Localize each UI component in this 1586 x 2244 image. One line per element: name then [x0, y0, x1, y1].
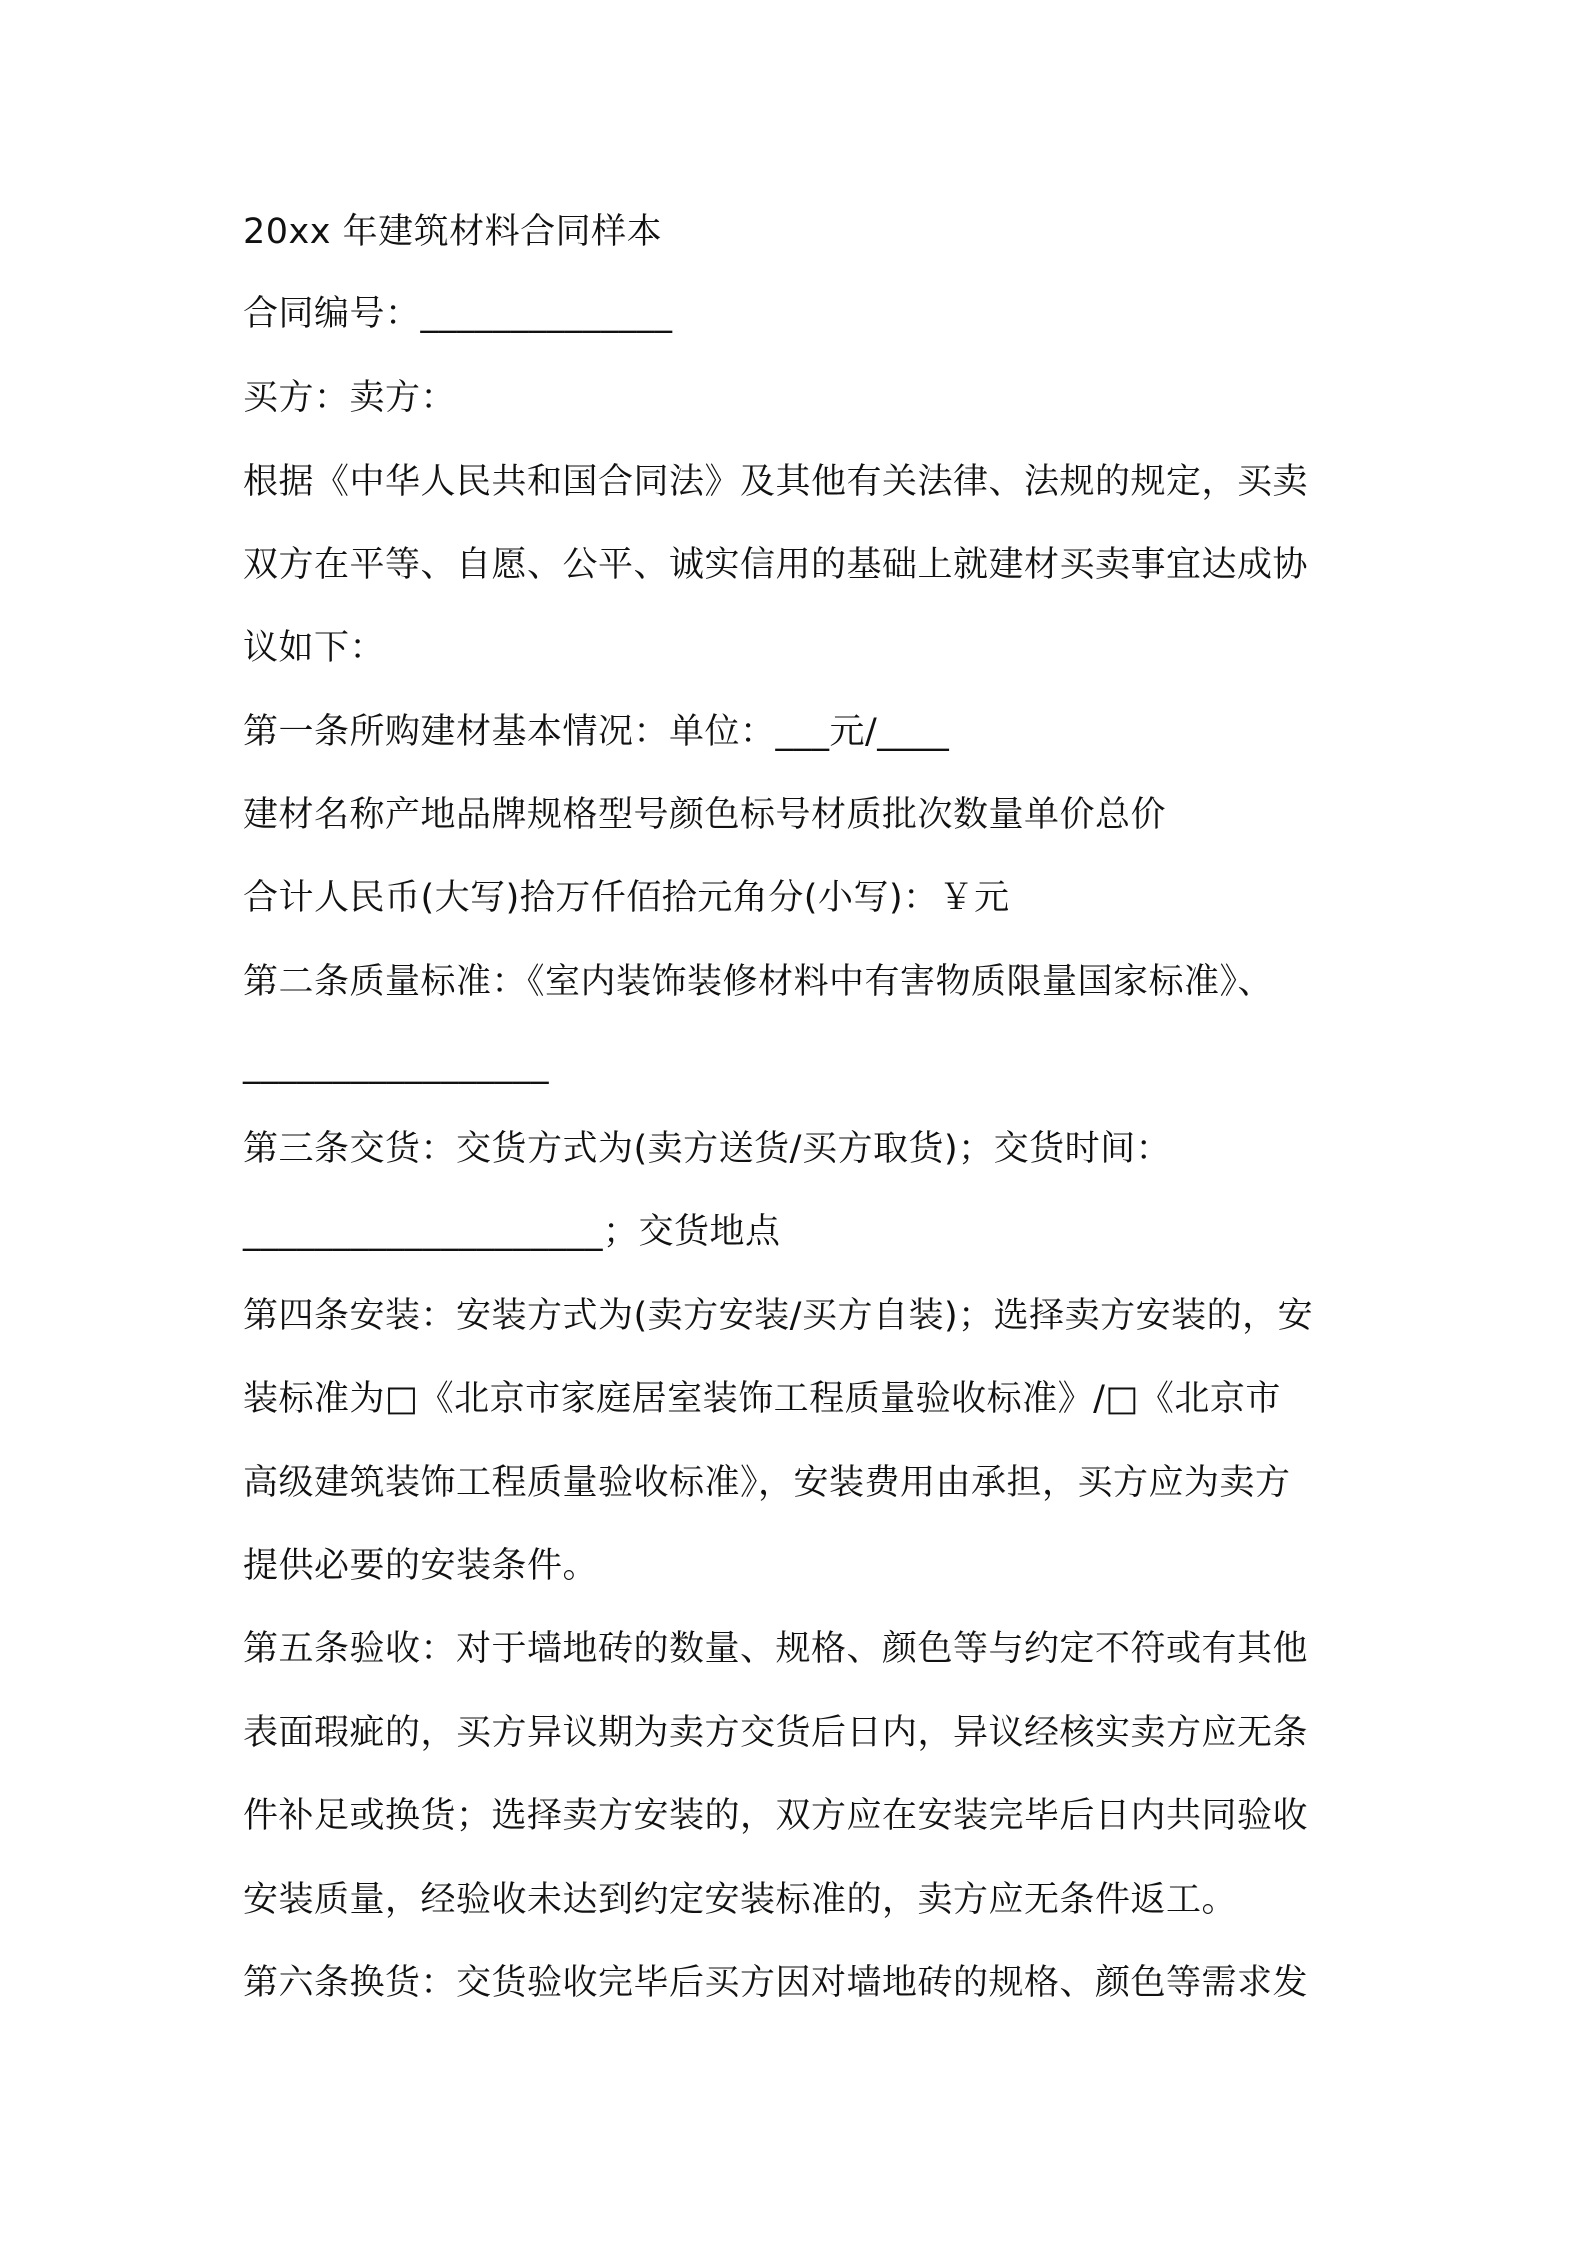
article-1-line-2: 建材名称产地品牌规格型号颜色标号材质批次数量单价总价 — [243, 795, 1167, 835]
preamble-line-2: 双方在平等、自愿、公平、诚实信用的基础上就建材买卖事宜达成协 — [243, 545, 1309, 585]
article-4-line-4: 提供必要的安装条件。 — [243, 1546, 599, 1586]
document-title: 20xx 年建筑材料合同样本 — [243, 212, 663, 252]
article-1-line-3: 合计人民币(大写)拾万仟佰拾元角分(小写)：￥元 — [243, 878, 1010, 918]
article-5-line-1: 第五条验收：对于墙地砖的数量、规格、颜色等与约定不符或有其他 — [243, 1629, 1309, 1669]
article-3-line-1: 第三条交货：交货方式为(卖方送货/买方取货)；交货时间： — [243, 1129, 1172, 1169]
contract-number-line: 合同编号：______________ — [243, 294, 673, 334]
article-4-line-2: 装标准为□《北京市家庭居室装饰工程质量验收标准》/□《北京市 — [243, 1379, 1281, 1419]
preamble-line-3: 议如下： — [243, 628, 386, 668]
article-4-line-3: 高级建筑装饰工程质量验收标准》，安装费用由承担，买方应为卖方 — [243, 1463, 1291, 1503]
parties-line: 买方：卖方： — [243, 378, 457, 418]
article-5-line-4: 安装质量，经验收未达到约定安装标准的，卖方应无条件返工。 — [243, 1880, 1238, 1920]
article-6-line-1: 第六条换货：交货验收完毕后买方因对墙地砖的规格、颜色等需求发 — [243, 1963, 1309, 2003]
article-5-line-2: 表面瑕疵的，买方异议期为卖方交货后日内，异议经核实卖方应无条 — [243, 1713, 1309, 1753]
article-2-line-1: 第二条质量标准：《室内装饰装修材料中有害物质限量国家标准》、 — [243, 962, 1274, 1002]
article-5-line-3: 件补足或换货；选择卖方安装的，双方应在安装完毕后日内共同验收 — [243, 1796, 1309, 1836]
article-4-line-1: 第四条安装：安装方式为(卖方安装/买方自装)；选择卖方安装的，安 — [243, 1296, 1314, 1336]
article-2-line-2: _________________ — [243, 1045, 549, 1085]
article-1-line-1: 第一条所购建材基本情况：单位：___元/____ — [243, 712, 950, 752]
preamble-line-1: 根据《中华人民共和国合同法》及其他有关法律、法规的规定，买卖 — [243, 462, 1309, 502]
article-3-line-2: ____________________；交货地点 — [243, 1212, 781, 1252]
